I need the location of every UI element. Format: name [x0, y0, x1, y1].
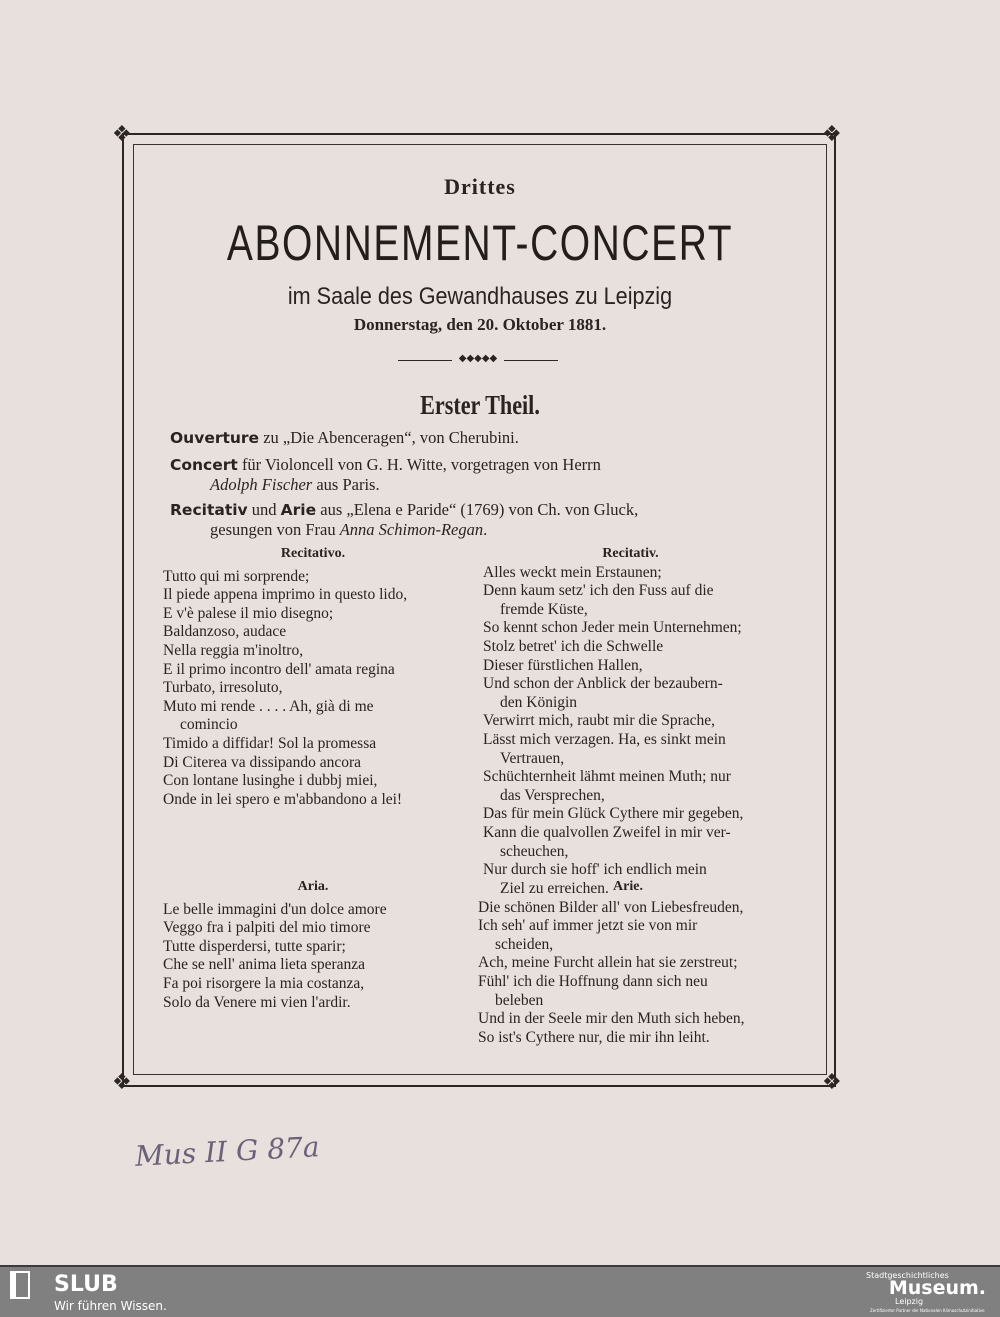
performer: Anna Schimon-Regan [339, 520, 484, 539]
column-heading: Recitativo. [280, 546, 346, 561]
aria-german [478, 878, 778, 1047]
program-item [170, 500, 780, 539]
verse-line: Das für mein Glück Cythere mir gegeben, [483, 805, 744, 823]
aria-italian [163, 878, 463, 1012]
partner-note: Zertifizierter Partner der Nationalen Klimaschutzinitiative [870, 1308, 985, 1313]
verse-line: Lässt mich verzagen. Ha, es sinkt mein [483, 730, 726, 748]
divider-ornament-icon: ◆◆◆◆◆ [452, 354, 504, 364]
verse-line: Denn kaum setz' ich den Fuss auf die [483, 582, 714, 600]
verse-line: Nella reggia m'inoltro, [163, 641, 304, 659]
recitativo-german [483, 545, 778, 898]
verse-line: beleben [495, 991, 544, 1009]
verse-line: Verwirrt mich, raubt mir die Sprache, [483, 712, 715, 730]
section-heading: Erster Theil. [420, 390, 540, 420]
handwritten-shelfmark: Mus II G 87a [134, 1130, 321, 1173]
program-text: aus Paris. [312, 475, 380, 494]
slub-brand[interactable]: SLUB [54, 1272, 118, 1297]
verse-line: Fühl' ich die Hoffnung dann sich neu [478, 972, 708, 990]
verse-line: Ich seh' auf immer jetzt sie von mir [478, 917, 698, 935]
corner-ornament-icon: ❖ [112, 1070, 132, 1095]
program-text: . [483, 520, 488, 539]
column-heading: Aria. [297, 879, 329, 894]
performer: Adolph Fischer [210, 475, 313, 494]
verse-line: E il primo incontro dell' amata regina [163, 660, 395, 678]
verse-line: das Versprechen, [500, 786, 605, 804]
verse-line: Dieser fürstlichen Hallen, [483, 656, 643, 674]
verse-line: E v'è palese il mio disegno; [163, 604, 334, 622]
verse-line: Ziel zu erreichen. [500, 879, 609, 897]
partner-logo[interactable]: Museum. [888, 1277, 986, 1299]
corner-ornament-icon: ❖ [822, 122, 842, 147]
verse-line: Nur durch sie hoff' ich endlich mein [483, 861, 707, 879]
page-title: ABONNEMENT-CONCERT [226, 215, 734, 271]
verse-line: Muto mi rende . . . . Ah, già di me [163, 697, 374, 715]
verse-line: Le belle immagini d'un dolce amore [163, 900, 387, 918]
program-item [170, 428, 780, 448]
verse-line: Schüchternheit lähmt meinen Muth; nur [483, 768, 731, 786]
verse-line: Timido a diffidar! Sol la promessa [163, 734, 377, 752]
verse-line: Che se nell' anima lieta speranza [163, 956, 366, 974]
verse-line: Baldanzoso, audace [163, 623, 287, 641]
partner-city: Leipzig [895, 1297, 924, 1306]
program-item [170, 455, 780, 494]
program-title: Recitativ [170, 501, 248, 519]
verse-line: Die schönen Bilder all' von Liebesfreuden, [478, 898, 744, 916]
slub-logo-icon [10, 1271, 30, 1299]
verse-line: Kann die qualvollen Zweifel in mir ver- [483, 823, 731, 841]
column-heading: Recitativ. [602, 546, 659, 561]
verse-line: Tutte disperdersi, tutte sparir; [163, 937, 346, 955]
verse-line: Und schon der Anblick der bezaubern- [483, 675, 723, 693]
verse-line: scheiden, [495, 935, 554, 953]
verse-line: Il piede appena imprimo in questo lido, [163, 586, 408, 604]
corner-ornament-icon: ❖ [822, 1070, 842, 1095]
verse-line: Con lontane lusinghe i dubbj miei, [163, 772, 378, 790]
footer-bar [0, 1267, 1000, 1317]
program-text: aus „Elena e Paride“ (1769) von Ch. von Gluck, [316, 500, 639, 519]
column-heading: Arie. [613, 879, 643, 894]
slub-tagline: Wir führen Wissen. [54, 1299, 167, 1313]
verse-line: So kennt schon Jeder mein Unternehmen; [483, 619, 742, 637]
verse-line: Vertrauen, [500, 749, 565, 767]
venue: im Saale des Gewandhauses zu Leipzig [287, 283, 673, 310]
verse-line: Alles weckt mein Erstaunen; [483, 563, 662, 581]
verse-line: Und in der Seele mir den Muth sich heben, [478, 1010, 745, 1028]
verse-line: comincio [180, 716, 238, 734]
corner-ornament-icon: ❖ [112, 122, 132, 147]
program-text: für Violoncell von G. H. Witte, vorgetragen von Herrn [237, 455, 601, 474]
verse-line: Fa poi risorgere la mia costanza, [163, 974, 365, 992]
verse-line: So ist's Cythere nur, die mir ihn leiht. [478, 1028, 710, 1046]
verse-line: Ach, meine Furcht allein hat sie zerstreut; [478, 954, 738, 972]
verse-line: den Königin [500, 693, 578, 711]
program-title: Arie [280, 501, 317, 519]
verse-line: Solo da Venere mi vien l'ardir. [163, 993, 351, 1011]
title-ordinal: Drittes [444, 174, 516, 199]
verse-line: Turbato, irresoluto, [163, 679, 283, 697]
concert-date: Donnerstag, den 20. Oktober 1881. [353, 315, 607, 334]
program-title: Ouverture [170, 429, 260, 447]
program-text: und [247, 500, 281, 519]
verse-line: Stolz betret' ich die Schwelle [483, 637, 664, 655]
program-title: Concert [170, 456, 238, 474]
verse-line: Onde in lei spero e m'abbandono a lei! [163, 790, 403, 808]
verse-line: Veggo fra i palpiti del mio timore [163, 919, 371, 937]
verse-line: fremde Küste, [500, 600, 588, 618]
verse-line: Tutto qui mi sorprende; [163, 567, 310, 585]
program-text: zu „Die Abenceragen“, von Cherubini. [259, 428, 519, 447]
verse-line: scheuchen, [500, 842, 569, 860]
recitativo-italian [163, 545, 463, 809]
verse-line: Di Citerea va dissipando ancora [163, 753, 361, 771]
partner-top: Stadtgeschichtliches [866, 1271, 949, 1280]
program-text: gesungen von Frau [210, 520, 340, 539]
